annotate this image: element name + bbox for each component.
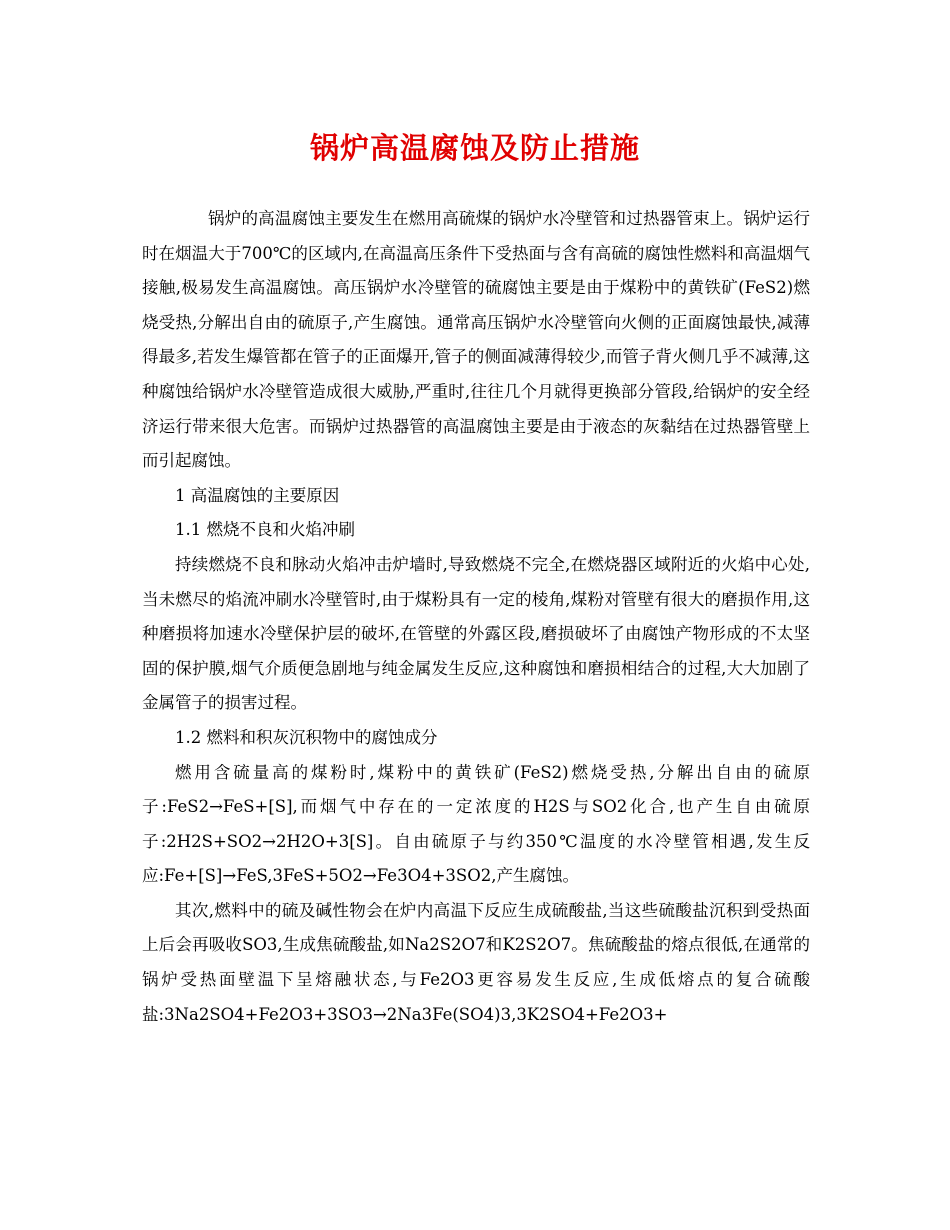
paragraph-sulfur-reaction: 燃用含硫量高的煤粉时,煤粉中的黄铁矿(FeS2)燃烧受热,分解出自由的硫原子:FeS2→FeS+[S],而烟气中存在的一定浓度的H2S与SO2化合,也产生自由硫原子:2H2S+SO2→2H2O+3[S]。自由硫原子与约350℃温度的水冷壁管相遇,发生反应:Fe+[S]→FeS,3FeS+5O2→Fe3O4+3SO2,产生腐蚀。	[142, 762, 810, 886]
section-heading-1-1: 1.1 燃烧不良和火焰冲刷	[175, 520, 355, 540]
section-heading-1-2: 1.2 燃料和积灰沉积物中的腐蚀成分	[175, 727, 438, 747]
paragraph-combustion: 持续燃烧不良和脉动火焰冲击炉墙时,导致燃烧不完全,在燃烧器区域附近的火焰中心处,当未燃尽的焰流冲刷水冷壁管时,由于煤粉具有一定的棱角,煤粉对管壁有很大的磨损作用,这种磨损将加速水冷壁保护层的破坏,在管壁的外露区段,磨损破坏了由腐蚀产物形成的不太坚固的保护膜,烟气介质便急剧地与纯金属发生反应,这种腐蚀和磨损相结合的过程,大大加剧了金属管子的损害过程。	[142, 554, 810, 713]
document-body	[142, 202, 810, 1032]
intro-paragraph: 锅炉的高温腐蚀主要发生在燃用高硫煤的锅炉水冷壁管和过热器管束上。锅炉运行时在烟温大于700℃的区域内,在高温高压条件下受热面与含有高硫的腐蚀性燃料和高温烟气接触,极易发生高温腐蚀。高压锅炉水冷壁管的硫腐蚀主要是由于煤粉中的黄铁矿(FeS2)燃烧受热,分解出自由的硫原子,产生腐蚀。通常高压锅炉水冷壁管向火侧的正面腐蚀最快,减薄得最多,若发生爆管都在管子的正面爆开,管子的侧面减薄得较少,而管子背火侧几乎不减薄,这种腐蚀给锅炉水冷壁管造成很大威胁,严重时,往往几个月就得更换部分管段,给锅炉的安全经济运行带来很大危害。而锅炉过热器管的高温腐蚀主要是由于液态的灰黏结在过热器管壁上而引起腐蚀。	[142, 209, 810, 471]
section-heading-1: 1 高温腐蚀的主要原因	[175, 485, 340, 505]
paragraph-sulfate: 其次,燃料中的硫及碱性物会在炉内高温下反应生成硫酸盐,当这些硫酸盐沉积到受热面上后会再吸收SO3,生成焦硫酸盐,如Na2S2O7和K2S2O7。焦硫酸盐的熔点很低,在通常的锅炉受热面壁温下呈熔融状态,与Fe2O3更容易发生反应,生成低熔点的复合硫酸盐:3Na2SO4+Fe2O3+3SO3→2Na3Fe(SO4)3,3K2SO4+Fe2O3+	[142, 900, 810, 1024]
document-title: 锅炉高温腐蚀及防止措施	[309, 131, 640, 165]
